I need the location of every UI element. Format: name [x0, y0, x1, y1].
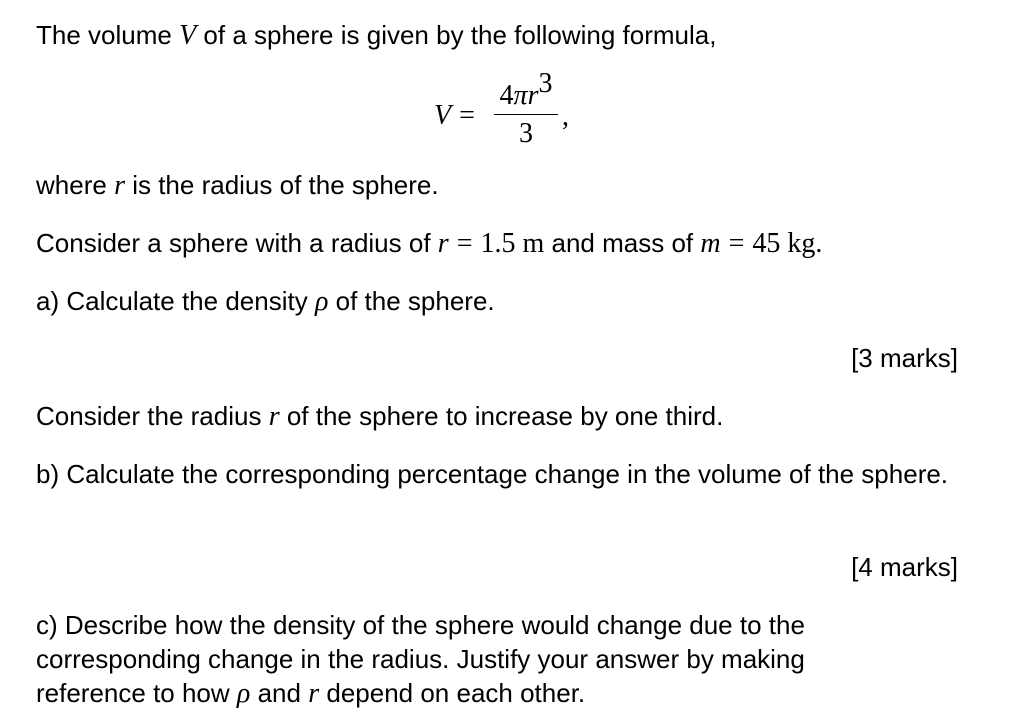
numerator-r: r	[527, 80, 539, 111]
increase-r-symbol: r	[268, 401, 280, 432]
volume-formula	[434, 68, 634, 150]
numerator-pi: π	[513, 80, 528, 111]
formula-lhs-v: V	[434, 100, 452, 131]
consider-text-mid: and mass of	[551, 228, 694, 258]
formula-denominator: 3	[519, 118, 533, 149]
formula-numerator	[494, 68, 558, 112]
part-c-rho-symbol: ρ	[236, 678, 251, 709]
formula-fraction	[494, 68, 558, 151]
where-text-after: is the radius of the sphere.	[132, 170, 439, 200]
intro-text-after: of a sphere is given by the following formula,	[203, 20, 717, 50]
consider-m-symbol: m	[700, 228, 721, 259]
consider-equals-1: =	[456, 228, 473, 259]
radius-symbol: r	[114, 170, 125, 201]
numerator-coeff: 4	[499, 80, 514, 111]
part-c-text-after: depend on each other.	[326, 678, 586, 708]
part-a-question	[36, 284, 495, 319]
consider-period: .	[815, 228, 823, 259]
part-b-marks: [4 marks]	[851, 552, 958, 582]
radius-value: 1.5 m	[480, 228, 545, 259]
consider-equals-2: =	[728, 228, 745, 259]
part-c-r-symbol: r	[308, 678, 320, 709]
consider-r-symbol: r	[437, 228, 449, 259]
increase-line	[36, 399, 723, 434]
part-c-text-before: c) Describe how the density of the sphere would change due to the corresponding change in the radius. Justify your answer by making reference to how	[36, 610, 805, 708]
formula-equals: =	[459, 100, 475, 131]
formula-comma: ,	[562, 101, 569, 132]
formula-lhs	[434, 98, 483, 133]
part-a-text-before: a) Calculate the density	[36, 286, 308, 316]
density-symbol: ρ	[314, 286, 329, 317]
part-a-marks: [3 marks]	[851, 343, 958, 373]
part-c-question	[36, 608, 896, 711]
increase-text-after: of the sphere to increase by one third.	[286, 401, 724, 431]
numerator-exponent: 3	[538, 68, 553, 99]
mass-value: 45 kg	[752, 228, 816, 259]
fraction-bar	[494, 114, 558, 115]
volume-symbol: V	[179, 20, 197, 51]
part-a-text-after: of the sphere.	[335, 286, 495, 316]
part-b-question: b) Calculate the corresponding percentage change in the volume of the sphere.	[36, 459, 949, 489]
increase-text-before: Consider the radius	[36, 401, 262, 431]
question-page	[36, 0, 958, 723]
where-line	[36, 168, 439, 203]
consider-line	[36, 226, 822, 261]
consider-text-before: Consider a sphere with a radius of	[36, 228, 431, 258]
intro-text-before: The volume	[36, 20, 172, 50]
where-text-before: where	[36, 170, 107, 200]
intro-line	[36, 18, 716, 53]
part-c-text-mid: and	[257, 678, 301, 708]
